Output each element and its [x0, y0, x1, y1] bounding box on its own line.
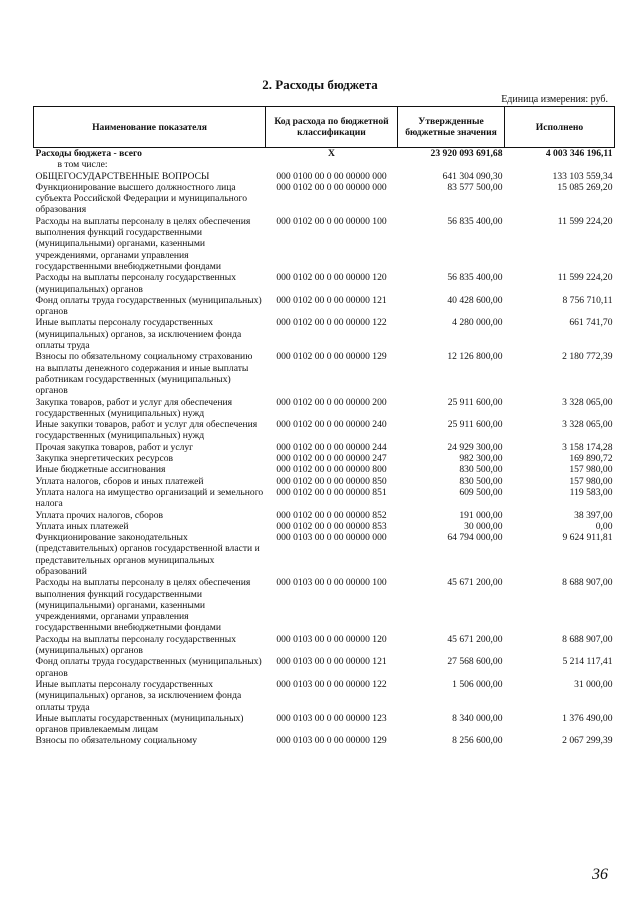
- section-title: 2. Расходы бюджета: [262, 77, 378, 92]
- row-approved: 56 835 400,00: [447, 215, 503, 227]
- row-executed: 9 624 911,81: [562, 532, 613, 544]
- row-code: 000 0103 00 0 00 00000 000: [276, 532, 387, 544]
- row-name: Уплата иных платежей: [35, 520, 129, 532]
- row-approved: 56 835 400,00: [447, 272, 503, 284]
- row-code: 000 0102 00 0 00 00000 200: [276, 396, 387, 408]
- row-name: Взносы по обязательному социальному страхованию на выплаты денежного содержания и иные выплаты работникам государственных (муниципальных) органов: [35, 351, 253, 397]
- row-approved: 83 577 500,00: [447, 181, 503, 193]
- header-name: Наименование показателя: [34, 107, 266, 148]
- row-code: X: [328, 148, 335, 159]
- table-row: [34, 419, 615, 442]
- table-row: [34, 216, 615, 272]
- table-row: [34, 510, 615, 521]
- row-name: Функционирование высшего должностного лица субъекта Российской Федерации и муниципального образования: [35, 181, 248, 216]
- row-code: 000 0103 00 0 00 00000 122: [276, 678, 387, 690]
- table-row: [34, 634, 615, 657]
- table-row: [34, 159, 615, 170]
- row-executed: 11 599 224,20: [557, 272, 613, 284]
- row-approved: 191 000,00: [459, 509, 503, 521]
- row-name: Расходы на выплаты персоналу в целях обеспечения выполнения функций государственными (муниципальными) органами, казенными учреждениями, органами управления государственными внебюджетными фондами: [35, 577, 251, 634]
- table-row: [34, 487, 615, 510]
- row-name: Расходы на выплаты персоналу государственных (муниципальных) органов: [35, 272, 237, 295]
- row-code: 000 0102 00 0 00 00000 247: [276, 453, 387, 465]
- row-approved: 12 126 800,00: [447, 351, 503, 363]
- row-executed: 157 980,00: [569, 464, 613, 476]
- row-approved: 23 920 093 691,68: [430, 148, 503, 159]
- row-code: 000 0102 00 0 00 00000 851: [276, 486, 387, 498]
- table-row: [34, 182, 615, 216]
- row-executed: 31 000,00: [574, 678, 613, 690]
- table-row: [34, 397, 615, 420]
- row-executed: 1 376 490,00: [562, 712, 613, 724]
- row-approved: 641 304 090,30: [442, 170, 503, 182]
- table-row: [34, 148, 615, 160]
- header-code: Код расхода по бюджетной классификации: [266, 107, 398, 148]
- row-code: 000 0102 00 0 00 00000 240: [276, 419, 387, 431]
- row-name: Иные выплаты персоналу государственных (муниципальных) органов, за исключением фонда оплаты труда: [35, 678, 242, 713]
- row-executed: 5 214 117,41: [562, 656, 613, 668]
- row-code: [266, 159, 398, 170]
- row-code: 000 0102 00 0 00 00000 852: [276, 509, 387, 521]
- row-approved: 40 428 600,00: [447, 294, 503, 306]
- row-executed: 119 583,00: [569, 486, 613, 498]
- row-name: Прочая закупка товаров, работ и услуг: [35, 441, 194, 453]
- row-name: в том числе:: [57, 159, 108, 171]
- row-executed: 2 180 772,39: [562, 351, 613, 363]
- table-row: [34, 317, 615, 351]
- row-code: 000 0102 00 0 00 00000 122: [276, 317, 387, 329]
- row-approved: 982 300,00: [459, 453, 503, 465]
- row-name: Функционирование законодательных (представительных) органов государственной власти и представительных органов муниципальных образований: [35, 532, 260, 577]
- row-code: 000 0102 00 0 00 00000 100: [276, 215, 387, 227]
- table-row: [34, 272, 615, 295]
- row-executed: 3 158 174,28: [562, 441, 613, 453]
- row-name: Взносы по обязательному социальному: [35, 735, 198, 747]
- row-approved: 25 911 600,00: [447, 419, 503, 431]
- row-executed: 157 980,00: [569, 475, 613, 487]
- row-approved: 8 256 600,00: [452, 735, 503, 747]
- row-name: Уплата налога на имущество организаций и земельного налога: [35, 486, 264, 510]
- row-code: 000 0102 00 0 00 00000 121: [276, 294, 387, 306]
- row-approved: 64 794 000,00: [447, 532, 503, 544]
- row-name: Иные выплаты государственных (муниципальных) органов привлекаемым лицам: [35, 712, 244, 736]
- row-code: 000 0103 00 0 00 00000 121: [276, 656, 387, 668]
- row-approved: 830 500,00: [459, 475, 503, 487]
- row-approved: 830 500,00: [459, 464, 503, 476]
- row-name: Фонд оплаты труда государственных (муниципальных) органов: [35, 294, 262, 318]
- row-code: 000 0103 00 0 00 00000 100: [276, 577, 387, 589]
- table-row: [34, 295, 615, 318]
- row-approved: 25 911 600,00: [447, 396, 503, 408]
- table-row: [34, 713, 615, 736]
- row-name: Уплата налогов, сборов и иных платежей: [35, 475, 204, 487]
- row-approved: 24 929 300,00: [447, 441, 503, 453]
- table-row: [34, 532, 615, 577]
- row-approved: 30 000,00: [464, 520, 503, 532]
- table-row: [34, 577, 615, 633]
- table-row: [34, 735, 615, 746]
- row-approved: 45 671 200,00: [447, 577, 503, 589]
- expenses-table: [33, 106, 615, 747]
- row-name: Иные закупки товаров, работ и услуг для обеспечения государственных (муниципальных) нужд: [35, 419, 258, 442]
- row-name: Иные выплаты персоналу государственных (муниципальных) органов, за исключением фонда оплаты труда: [35, 317, 242, 352]
- row-name: Фонд оплаты труда государственных (муниципальных) органов: [35, 656, 262, 679]
- row-code: 000 0102 00 0 00 00000 000: [276, 181, 387, 193]
- row-name: Расходы бюджета - всего: [35, 148, 142, 159]
- row-approved: 8 340 000,00: [452, 712, 503, 724]
- row-executed: 2 067 299,39: [562, 735, 613, 747]
- unit-label: Единица измерения: руб.: [501, 94, 608, 105]
- row-code: 000 0103 00 0 00 00000 120: [276, 633, 387, 645]
- row-executed: 3 328 065,00: [562, 419, 613, 431]
- row-executed: 3 328 065,00: [562, 396, 613, 408]
- table-row: [34, 171, 615, 182]
- row-approved: 609 500,00: [459, 486, 503, 498]
- row-name: ОБЩЕГОСУДАРСТВЕННЫЕ ВОПРОСЫ: [35, 170, 210, 182]
- row-code: 000 0102 00 0 00 00000 129: [276, 351, 387, 363]
- row-code: 000 0103 00 0 00 00000 129: [276, 735, 387, 747]
- table-row: [34, 679, 615, 713]
- row-executed: 8 688 907,00: [562, 633, 613, 645]
- header-executed: Исполнено: [505, 107, 615, 148]
- row-approved: 27 568 600,00: [447, 656, 503, 668]
- row-name: Расходы на выплаты персоналу в целях обеспечения выполнения функций государственными (муниципальными) органами, казенными учреждениями, органами управления государственными внебюджетными фондами: [35, 215, 251, 272]
- row-code: 000 0102 00 0 00 00000 120: [276, 272, 387, 284]
- table-body: [34, 148, 615, 747]
- table-row: [34, 521, 615, 532]
- row-code: 000 0103 00 0 00 00000 123: [276, 712, 387, 724]
- row-code: 000 0102 00 0 00 00000 800: [276, 464, 387, 476]
- row-executed: 169 890,72: [569, 453, 613, 465]
- row-code: 000 0100 00 0 00 00000 000: [276, 170, 387, 182]
- table-header-row: [34, 107, 615, 148]
- row-executed: 661 741,70: [569, 317, 613, 329]
- row-name: Иные бюджетные ассигнования: [35, 464, 166, 476]
- table-row: [34, 453, 615, 464]
- row-executed: 4 003 346 196,11: [545, 148, 613, 159]
- row-code: 000 0102 00 0 00 00000 244: [276, 441, 387, 453]
- row-code: 000 0102 00 0 00 00000 850: [276, 475, 387, 487]
- table-row: [34, 476, 615, 487]
- row-executed: [505, 159, 615, 170]
- row-executed: 11 599 224,20: [557, 215, 613, 227]
- row-executed: 133 103 559,34: [552, 170, 613, 182]
- row-executed: 8 756 710,11: [562, 294, 613, 306]
- row-executed: 38 397,00: [574, 509, 613, 521]
- row-approved: [398, 159, 505, 170]
- row-name: Уплата прочих налогов, сборов: [35, 509, 164, 521]
- row-code: 000 0102 00 0 00 00000 853: [276, 520, 387, 532]
- row-executed: 8 688 907,00: [562, 577, 613, 589]
- row-approved: 4 280 000,00: [452, 317, 503, 329]
- header-approved: Утвержденные бюджетные значения: [398, 107, 505, 148]
- row-name: Расходы на выплаты персоналу государственных (муниципальных) органов: [35, 633, 237, 657]
- row-approved: 1 506 000,00: [452, 678, 503, 690]
- table-row: [34, 464, 615, 475]
- row-name: Закупка товаров, работ и услуг для обеспечения государственных (муниципальных) нужд: [35, 396, 233, 419]
- table-row: [34, 351, 615, 396]
- row-approved: 45 671 200,00: [447, 633, 503, 645]
- row-name: Закупка энергетических ресурсов: [35, 453, 174, 465]
- page-number: 36: [592, 866, 608, 883]
- table-row: [34, 656, 615, 679]
- row-executed: 0,00: [595, 520, 613, 532]
- table-row: [34, 442, 615, 453]
- row-executed: 15 085 269,20: [557, 181, 613, 193]
